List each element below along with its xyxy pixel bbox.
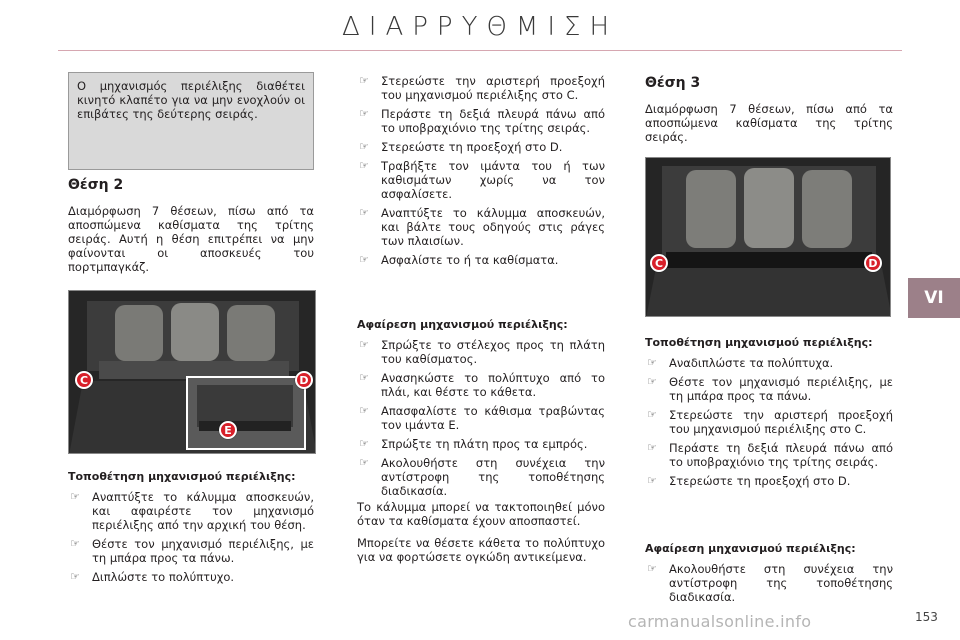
list-item: ☞ Περάστε τη δεξιά πλευρά πάνω από το υποβραχιόνιο της τρίτης σειράς. (647, 441, 893, 469)
list-item: ☞ Ακολουθήστε στη συνέχεια την αντίστροφη της τοποθέτησης διαδικασία. (359, 456, 605, 498)
position-3-install-heading: Τοποθέτηση μηχανισμού περιέλιξης: (645, 336, 873, 349)
pointing-hand-icon: ☞ (70, 537, 80, 550)
watermark: carmanualsonline.info (628, 612, 812, 631)
position-3-section (645, 76, 893, 144)
position-2-install-list (68, 490, 314, 584)
position-2-install-heading: Τοποθέτηση μηχανισμού περιέλιξης: (68, 470, 296, 483)
pointing-hand-icon: ☞ (70, 570, 80, 583)
label-c-marker: C (75, 371, 93, 389)
position-2-heading: Θέση 2 (68, 177, 124, 193)
pointing-hand-icon: ☞ (647, 562, 657, 575)
pointing-hand-icon: ☞ (647, 441, 657, 454)
position-3-heading: Θέση 3 (645, 75, 701, 91)
cover-storage-note: Το κάλυμμα μπορεί να τακτοποιηθεί μόνο όταν τα καθίσματα έχουν αποσπαστεί. (357, 500, 605, 528)
list-item: ☞ Τραβήξτε τον ιμάντα του ή των καθισμάτων χωρίς να τον ασφαλίσετε. (359, 159, 605, 201)
page-number: 153 (915, 610, 938, 624)
list-item: ☞ Θέστε τον μηχανισμό περιέλιξης, με τη μπάρα προς τα πάνω. (647, 375, 893, 403)
list-item: ☞ Θέστε τον μηχανισμό περιέλιξης, με τη μπάρα προς τα πάνω. (70, 537, 314, 565)
pointing-hand-icon: ☞ (359, 371, 369, 384)
list-item: ☞ Διπλώστε το πολύπτυχο. (70, 570, 235, 584)
position-2-remove-section (357, 318, 605, 503)
pointing-hand-icon: ☞ (359, 206, 369, 219)
position-3-remove-list (645, 562, 893, 604)
position-3-remove-heading: Αφαίρεση μηχανισμού περιέλιξης: (645, 542, 856, 555)
position-2-remove-heading: Αφαίρεση μηχανισμού περιέλιξης: (357, 318, 568, 331)
pointing-hand-icon: ☞ (359, 338, 369, 351)
position-3-remove-section (645, 542, 893, 609)
list-item: ☞ Στερεώστε τη προεξοχή στο D. (647, 474, 851, 488)
list-item: ☞ Σπρώξτε τη πλάτη προς τα εμπρός. (359, 437, 588, 451)
list-item: ☞ Απασφαλίστε το κάθισμα τραβώντας τον ιμάντα E. (359, 404, 605, 432)
position-2-intro: Διαμόρφωση 7 θέσεων, πίσω από τα αποσπώμενα καθίσματα της τρίτης σειράς. Αυτή η θέση επιτρέπει να μην φαίνονται οι αποσκευές του πορτμπαγκάζ. (68, 204, 314, 274)
position-3-install-section (645, 336, 893, 493)
label-e-marker: E (219, 421, 237, 439)
list-item: ☞ Αναδιπλώστε τα πολύπτυχα. (647, 356, 834, 370)
pointing-hand-icon: ☞ (359, 253, 369, 266)
position-2-section (68, 178, 314, 274)
list-item: ☞ Στερεώστε την αριστερή προεξοχή του μηχανισμού περιέλιξης στο C. (359, 74, 605, 102)
position-2-remove-list (357, 338, 605, 498)
list-item: ☞ Περάστε τη δεξιά πλευρά πάνω από το υποβραχιόνιο της τρίτης σειράς. (359, 107, 605, 135)
pointing-hand-icon: ☞ (359, 456, 369, 469)
pointing-hand-icon: ☞ (647, 408, 657, 421)
label-c-marker: C (650, 254, 668, 272)
pointing-hand-icon: ☞ (359, 107, 369, 120)
label-d-marker: D (295, 371, 313, 389)
list-item: ☞ Στερεώστε τη προεξοχή στο D. (359, 140, 563, 154)
page-title: ΔΙΑΡΡΥΘΜΙΣΗ (341, 12, 619, 42)
pointing-hand-icon: ☞ (359, 159, 369, 172)
pointing-hand-icon: ☞ (359, 74, 369, 87)
pointing-hand-icon: ☞ (359, 437, 369, 450)
trunk-photo-position-3 (645, 157, 891, 317)
pointing-hand-icon: ☞ (647, 356, 657, 369)
pointing-hand-icon: ☞ (359, 404, 369, 417)
list-item: ☞ Αναπτύξτε το κάλυμμα αποσκευών, και αφαιρέστε τον μηχανισμό περιέλιξης από την αρχική του θέση. (70, 490, 314, 532)
vertical-fold-note: Μπορείτε να θέσετε κάθετα το πολύπτυχο για να φορτώσετε ογκώδη αντικείμενα. (357, 536, 605, 564)
list-item: ☞ Ακολουθήστε στη συνέχεια την αντίστροφη της τοποθέτησης διαδικασία. (647, 562, 893, 604)
list-item: ☞ Σπρώξτε το στέλεχος προς τη πλάτη του καθίσματος. (359, 338, 605, 366)
trunk-photo-position-2 (68, 290, 316, 454)
list-item: ☞ Ασφαλίστε το ή τα καθίσματα. (359, 253, 559, 267)
label-d-marker: D (864, 254, 882, 272)
pointing-hand-icon: ☞ (359, 140, 369, 153)
list-item: ☞ Ανασηκώστε το πολύπτυχο από το πλάι, και θέστε το κάθετα. (359, 371, 605, 399)
pointing-hand-icon: ☞ (647, 474, 657, 487)
pointing-hand-icon: ☞ (70, 490, 80, 503)
title-divider (58, 50, 902, 51)
position-2-notes (357, 500, 605, 564)
list-item: ☞ Αναπτύξτε το κάλυμμα αποσκευών, και βάλτε τους οδηγούς στις ράγες των πλαισίων. (359, 206, 605, 248)
list-item: ☞ Στερεώστε την αριστερή προεξοχή του μηχανισμού περιέλιξης στο C. (647, 408, 893, 436)
position-2-steps-list (357, 74, 605, 267)
info-note-box (68, 72, 314, 170)
position-3-install-list (645, 356, 893, 488)
info-note-text: Ο μηχανισμός περιέλιξης διαθέτει κινητό κλαπέτο για να μην ενοχλούν οι επιβάτες της δεύτερης σειράς. (77, 79, 305, 121)
pointing-hand-icon: ☞ (647, 375, 657, 388)
chapter-tab: VI (908, 278, 960, 318)
position-2-install-section (68, 470, 314, 589)
position-2-steps-section (357, 74, 605, 272)
position-3-intro: Διαμόρφωση 7 θέσεων, πίσω από τα αποσπώμενα καθίσματα της τρίτης σειράς. (645, 102, 893, 144)
